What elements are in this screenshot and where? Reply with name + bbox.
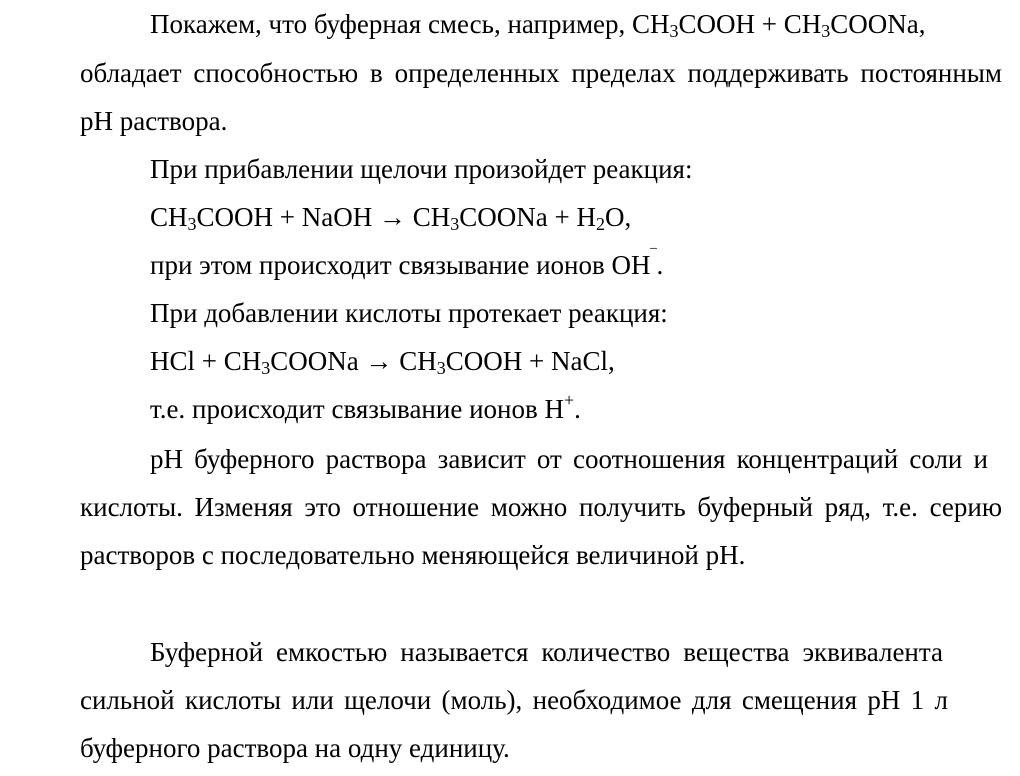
paragraph-1-line-2: обладает способностью в определенных пределах поддерживать постоянным (80, 58, 1002, 88)
subscript: 2 (595, 214, 605, 234)
alkali-reaction-note (150, 246, 664, 281)
text-segment: при этом происходит связывание ионов OH (150, 250, 651, 280)
subscript: 3 (450, 214, 460, 234)
subscript: 3 (261, 358, 271, 378)
text-segment: COOH + NaCl, (445, 346, 615, 376)
paragraph-1-line-1 (150, 8, 926, 40)
acid-reaction-intro: При добавлении кислоты протекает реакция: (150, 298, 668, 328)
subscript: 3 (436, 358, 446, 378)
paragraph-2-line-2: кислоты. Изменяя это отношение можно получить буферный ряд, т.е. серию (80, 492, 1002, 522)
text-segment: . (656, 250, 664, 280)
text-segment: . (574, 394, 581, 424)
paragraph-2-line-1: pH буферного раствора зависит от соотношения концентраций соли и (150, 444, 988, 474)
text-segment: O, (604, 202, 632, 232)
paragraph-3-line-3: буферного раствора на одну единицу. (80, 733, 510, 763)
subscript: 3 (669, 21, 679, 41)
text-segment: т.е. происходит связывание ионов H (150, 394, 564, 424)
text-segment: CH (150, 202, 188, 232)
text-segment: COONa → CH (270, 346, 437, 376)
alkali-reaction-equation (150, 201, 631, 233)
paragraph-1-line-3: pH раствора. (80, 106, 228, 136)
paragraph-3-line-1: Буферной емкостью называется количество вещества эквивалента (150, 637, 943, 667)
text-segment: COONa + H (459, 202, 596, 232)
superscript: + (563, 390, 575, 410)
acid-reaction-equation (150, 345, 615, 377)
subscript: 3 (187, 214, 197, 234)
acid-reaction-note (150, 390, 581, 425)
alkali-reaction-intro: При прибавлении щелочи произойдет реакция: (150, 154, 693, 184)
superscript: ‾ (650, 246, 657, 266)
text-segment: HCl + CH (150, 346, 262, 376)
subscript: 3 (821, 21, 831, 41)
text-segment: COONa, (830, 9, 926, 39)
paragraph-3-line-2: сильной кислоты или щелочи (моль), необходимое для смещения pH 1 л (80, 685, 948, 715)
text-segment: COOH + NaOH → CH (196, 202, 451, 232)
text-segment: Покажем, что буферная смесь, например, CH (150, 9, 670, 39)
paragraph-2-line-3: растворов с последовательно меняющейся величиной pH. (80, 540, 746, 570)
text-segment: COOH + CH (678, 9, 822, 39)
